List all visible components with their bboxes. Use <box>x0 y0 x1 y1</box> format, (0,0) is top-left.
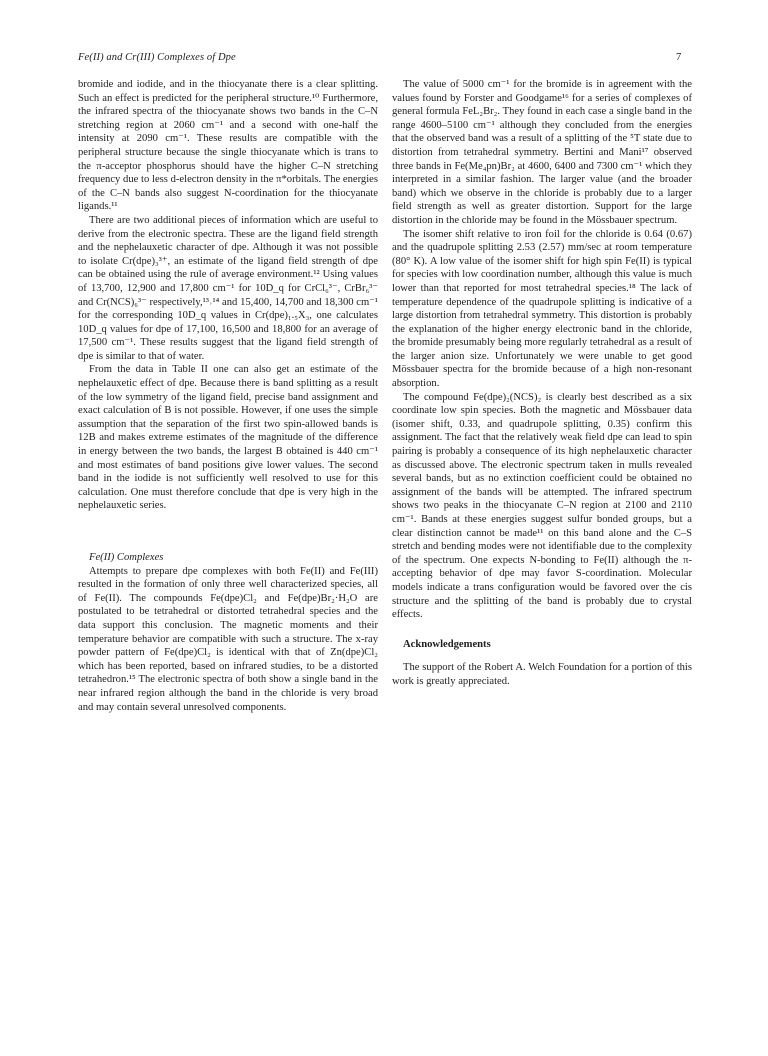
acknowledgements-text: The support of the Robert A. Welch Foundation for a portion of this work is greatly appreciated. <box>392 662 692 687</box>
paragraph-fe-complexes: Attempts to prepare dpe complexes with both Fe(II) and Fe(III) resulted in the formation of only three well characterized species, all of Fe(II). The compounds Fe(dpe)Cl₂ and Fe(dpe)Br₂·H₂O are postulated to be tetrahedral or distorted tetrahedral species and the data support this conclusion. The magnetic moments and their temperature behavior are compatible with such a structure. The x-ray powder pattern of Fe(dpe)Cl₂ is identical with that of Zn(dpe)Cl₂ which has been reported, based on infrared studies, to be a distorted tetrahedron.¹⁵ The electronic spectra of both show a single band in the near infrared region although the band in the chloride is very broad and may contain several unresolved components. <box>78 565 378 713</box>
paragraph-thiocyanate-splitting: bromide and iodide, and in the thiocyanate there is a clear splitting. Such an effect is predicted for the peripheral structure.¹⁰ Furthermore, the infrared spectra of the thiocyanate shows two bands in the C–N stretching region at 2060 cm⁻¹ and a second with one-half the intensity at 2090 cm⁻¹. These results are compatible with the peripheral structure because the single thiocyanate which is trans to the π-acceptor phosphorus should have the higher C–N stretching frequency due to less d-electron density in the π*orbitals. The energies of the C–N bands also suggest N-coordination for the thiocyanate ligands.¹¹ <box>78 79 378 213</box>
left-column <box>78 78 378 714</box>
page-number: 7 <box>676 52 682 63</box>
right-column <box>392 78 692 689</box>
section-heading-fe-complexes: Fe(II) Complexes <box>89 552 164 563</box>
running-title: Fe(II) and Cr(III) Complexes of Dpe <box>78 52 236 63</box>
paragraph-nephelauxetic: From the data in Table II one can also get an estimate of the nephelauxetic effect of dpe. Because there is band splitting as a result of the low symmetry of the ligand field, precise band assignment and exact calculation of B is not possible. However, if one uses the simple assumption that the separation of the first two spin-allowed bands is 12B and makes extreme estimates of the magnitude of the difference in energy between the two bands, the largest B obtained is 440 cm⁻¹ and most estimates of band positions give lower values. The second band in the iodide is not sufficiently well resolved to use for this calculation. One must therefore conclude that dpe is very high in the nephelauxetic series. <box>78 364 378 512</box>
paragraph-low-spin-compound: The compound Fe(dpe)₂(NCS)₂ is clearly best described as a six coordinate low spin species. Both the magnetic and Mössbauer data (isomer shift, 0.33, and quadrupole splitting, 0.35) confirm this assignment. The fact that the relatively weak field dpe can lead to spin pairing is probably a consequence of its high nephelauxetic character as discussed above. The electronic spectrum taken in mulls revealed several bands, but as no extinction coefficient could be obtained no assignment of the bands will be attempted. The infrared spectrum shows two peaks in the thiocyanate C–N region at 2100 and 2110 cm⁻¹. Bands at these energies suggest sulfur bonded groups, but a clear distinction cannot be made¹¹ on this band alone and the C–S stretch and bending modes were not identifiable due to the complexity of the spectrum. One expects N-bonding to Fe(II) although the π-accepting behavior of dpe may favor S-coordination. Molecular models indicate a trans configuration would be favored over the cis structure and the splitting of the band is probably due to crystal effects. <box>392 391 692 621</box>
paragraph-ligand-field: There are two additional pieces of information which are useful to derive from the electronic spectra. These are the ligand field strength and the nephelauxetic character of dpe. Although it was not possible to isolate Cr(dpe)₃³⁺, an estimate of the ligand field strength of dpe can be obtained using the rule of average environment.¹² Using values of 13,700, 12,900 and 17,800 cm⁻¹ for 10D_q for CrCl₆³⁻, CrBr₆³⁻ and Cr(NCS)₆³⁻ respectively,¹³˒¹⁴ and 15,400, 14,700 and 18,300 cm⁻¹ for the corresponding 10D_q values in Cr(dpe)₁.₅X₃, one calculates 10D_q values for dpe of 17,100, 16,500 and 18,800 for an average of 17,500 cm⁻¹. These results suggest that the ligand field strength of dpe is similar to that of water. <box>78 214 378 362</box>
acknowledgements-heading: Acknowledgements <box>403 638 491 650</box>
paragraph-bromide-band: The value of 5000 cm⁻¹ for the bromide is in agreement with the values found by Forster and Goodgame¹⁶ for a series of complexes of general formula FeL₂Br₂. They found in each case a single band in the range 4600–5100 cm⁻¹ although they concluded from the energies that the observed band was a result of a splitting of the ⁵T state due to distortion from tetrahedral symmetry. Bertini and Mani¹⁷ observed three bands in Fe(Me₄pn)Br₂ at 4600, 6400 and 7300 cm⁻¹ which they interpreted in a similar fashion. The larger value (and the broader band) which we observe in the chloride is probably due to a larger field strength as well as greater distortion. Support for the large distortion in the chloride may be found in the Mössbauer spectrum. <box>392 79 692 226</box>
paragraph-isomer-shift: The isomer shift relative to iron foil for the chloride is 0.64 (0.67) and the quadrupole splitting 2.53 (2.57) mm/sec at room temperature (80° K). A low value of the isomer shift for high spin Fe(II) is typical for species with low coordination number, although this value is much lower than that reported for most tetrahedral species.¹⁸ The lack of temperature dependence of the quadrupole splitting is indicative of a large distortion from tetrahedral symmetry. This distortion is probably the explanation of the higher energy electronic band in the chloride, the bromide presumably being more regularly tetrahedral as a result of the larger anion size. Unfortunately we were unable to get good Mössbauer spectra for the bromide because of a high non-resonant absorption. <box>392 228 692 390</box>
